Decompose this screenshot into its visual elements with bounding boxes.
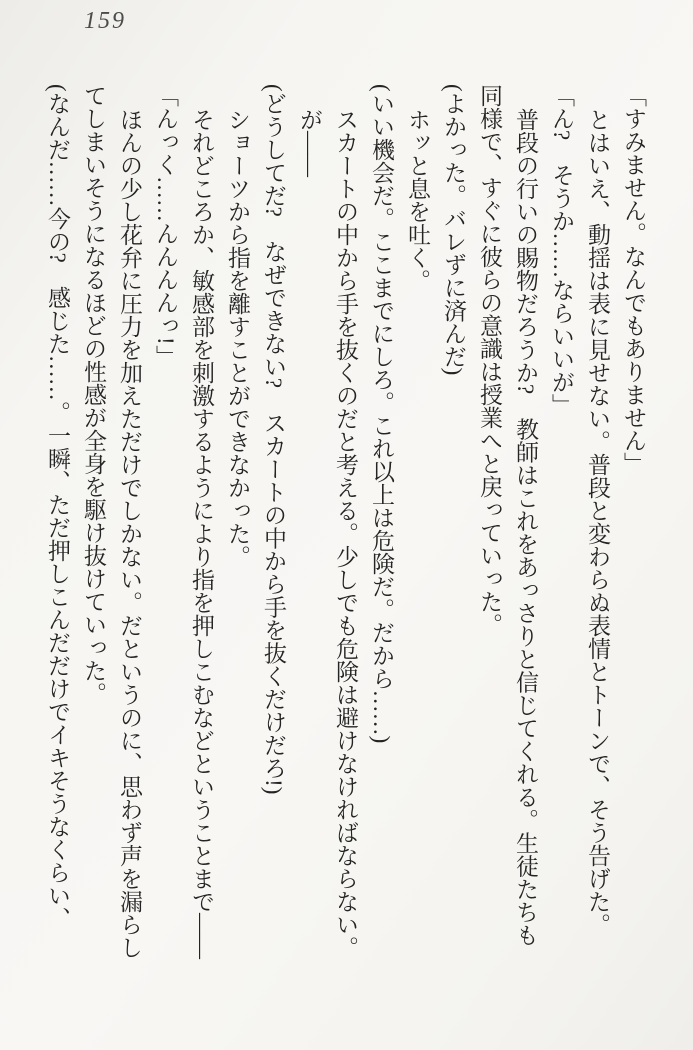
text-line: 「んっく……んんんんっ!」: [153, 84, 178, 368]
text-line: 同様で、すぐに彼らの意識は授業へと戻っていった。: [477, 84, 502, 636]
text-line: が――: [297, 108, 322, 177]
text-line: スカートの中から手を抜くのだと考える。少しでも危険は避けなければならない。: [333, 108, 358, 959]
text-line: 「ん? そうか……ならいいが」: [549, 84, 574, 417]
text-line: ホッと息を吐く。: [405, 108, 430, 292]
text-line: とはいえ、動揺は表に見せない。普段と変わらぬ表情とトーンで、そう告げた。: [585, 108, 610, 936]
page-number: 159: [84, 8, 126, 34]
text-line: (なんだ……今の? 感じた……。一瞬、ただ押しこんだだけでイキそうなくらい、: [45, 84, 70, 930]
text-line: 普段の行いの賜物だろうか? 教師はこれをあっさりと信じてくれる。生徒たちも: [513, 108, 538, 947]
text-line: (いい機会だ。ここまでにしろ。これ以上は危険だ。だから……): [369, 84, 394, 744]
text-line: ショーツから指を離すことができなかった。: [225, 108, 250, 568]
text-line: 「すみません。なんでもありません」: [621, 84, 646, 475]
text-line: ほんの少し花弁に圧力を加えただけでしかない。だというのに、思わず声を漏らし: [117, 108, 142, 959]
text-line: (どうしてだ? なぜできない? スカートの中から手を抜くだけだろ!): [261, 84, 286, 795]
page-text-block: [39, 84, 651, 1029]
text-line: (よかった。バレずに済んだ): [441, 84, 466, 376]
text-line: てしまいそうになるほどの性感が全身を駆け抜けていった。: [81, 84, 106, 705]
text-line: それどころか、敏感部を刺激するようにより指を押しこむなどということまで――: [189, 108, 214, 959]
